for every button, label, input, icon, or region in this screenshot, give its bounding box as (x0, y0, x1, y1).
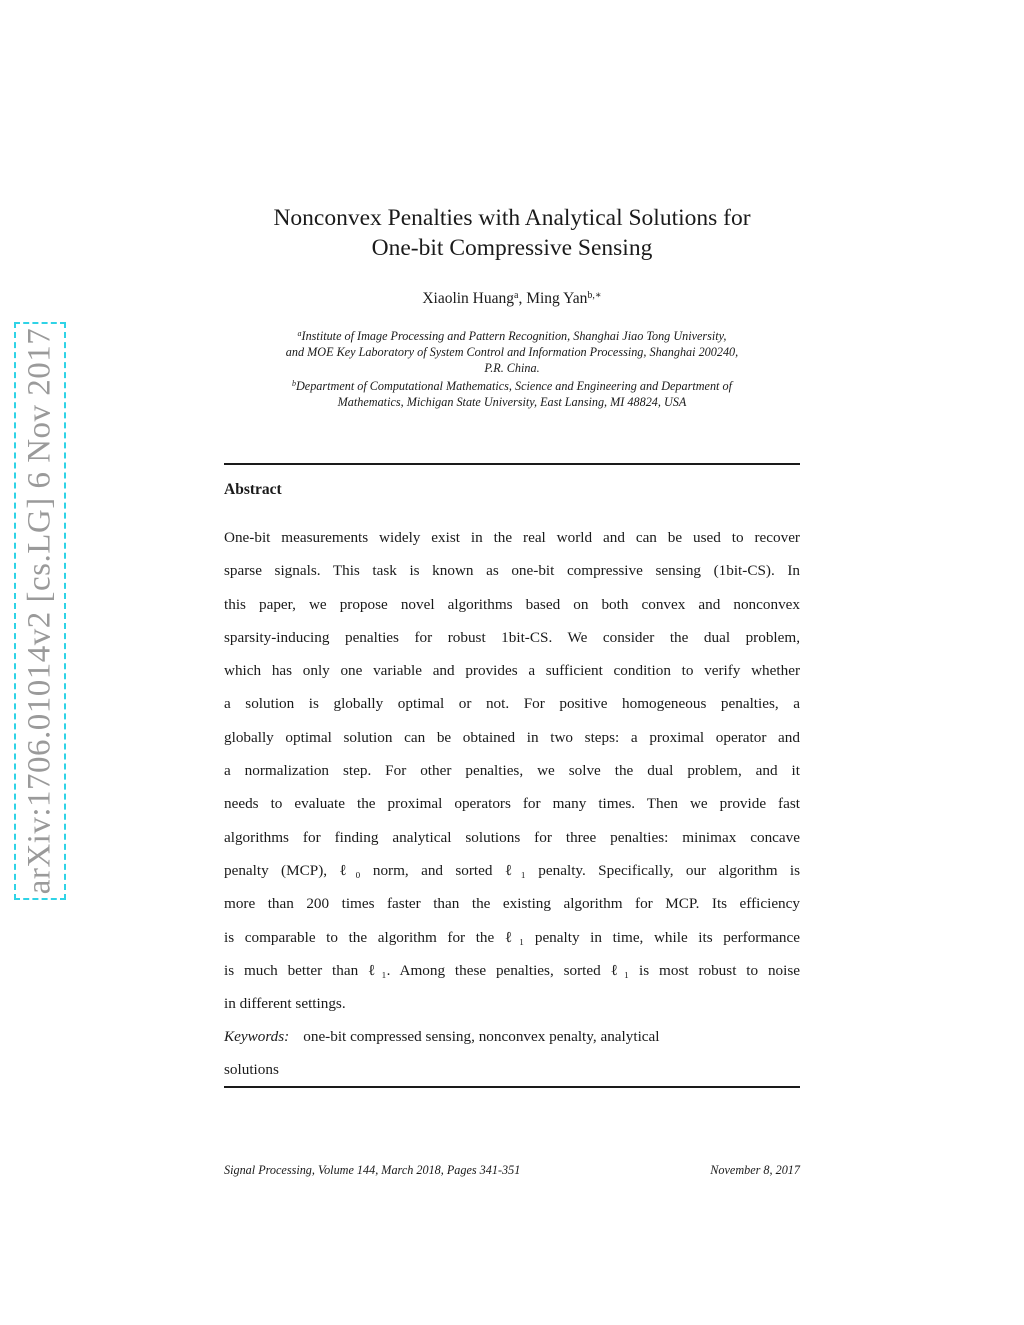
top-rule (224, 463, 800, 465)
abstract-line: a solution is globally optimal or not. For positive homogeneous penalties, a (224, 695, 800, 713)
affiliation-b-line: Mathematics, Michigan State University, East Lansing, MI 48824, USA (337, 395, 687, 409)
abstract-body (224, 521, 800, 1020)
abstract-line: penalty (MCP), ℓ₀ norm, and sorted ℓ₁ penalty. Specifically, our algorithm is (224, 861, 800, 879)
keywords-line (224, 1020, 800, 1053)
journal-reference: Signal Processing, Volume 144, March 2018, Pages 341-351 (224, 1163, 521, 1177)
author-affiliation-mark: a (514, 290, 519, 301)
author-name: Xiaolin Huang (422, 290, 515, 307)
abstract-heading: Abstract (224, 481, 282, 498)
abstract-line: globally optimal solution can be obtained in two steps: a proximal operator and (224, 728, 800, 746)
affiliation-a-line: and MOE Key Laboratory of System Control and Information Processing, Shanghai 200240, (285, 345, 739, 359)
author-name: Ming Yan (526, 290, 588, 307)
abstract-line: more than 200 times faster than the existing algorithm for MCP. Its efficiency (224, 895, 800, 913)
abstract-line: One-bit measurements widely exist in the real world and can be used to recover (224, 529, 800, 546)
author-affiliation-mark: b,∗ (587, 290, 602, 301)
title-line-1: Nonconvex Penalties with Analytical Solutions for (273, 205, 751, 231)
keywords-line: solutions (224, 1061, 279, 1079)
affiliation-a-line (224, 326, 800, 344)
abstract-line: this paper, we propose novel algorithms based on both convex and nonconvex (224, 595, 800, 613)
abstract-line: sparsity-inducing penalties for robust 1bit-CS. We consider the dual problem, (224, 628, 800, 646)
abstract-line: a normalization step. For other penalties, we solve the dual problem, and it (224, 762, 800, 780)
abstract-line: in different settings. (224, 995, 346, 1013)
affiliation-a-line: P.R. China. (484, 361, 540, 375)
affiliations (224, 326, 800, 410)
preprint-date: November 8, 2017 (710, 1163, 800, 1177)
keywords-text: one-bit compressed sensing, nonconvex penalty, analytical (303, 1028, 660, 1045)
affiliation-text: Department of Computational Mathematics, Science and Engineering and Department of (296, 379, 732, 393)
affiliation-text: Institute of Image Processing and Pattern Recognition, Shanghai Jiao Tong University, (301, 329, 727, 343)
title-line-2: One-bit Compressive Sensing (371, 235, 653, 261)
keywords (224, 1020, 800, 1087)
abstract-line: sparse signals. This task is known as one-bit compressive sensing (1bit-CS). In (224, 562, 800, 580)
paper-title (224, 203, 800, 263)
affiliation-mark: a (297, 329, 302, 338)
abstract-line: which has only one variable and provides a sufficient condition to verify whether (224, 662, 800, 680)
abstract-line: needs to evaluate the proximal operators for many times. Then we provide fast (224, 795, 800, 813)
abstract-line: is much better than ℓ₁. Among these penalties, sorted ℓ₁ is most robust to noise (224, 961, 800, 979)
author-list (224, 290, 800, 308)
abstract-line: is comparable to the algorithm for the ℓ₁ penalty in time, while its performance (224, 928, 800, 946)
affiliation-mark: b (292, 379, 296, 388)
bottom-rule (224, 1086, 800, 1088)
author-separator: , (518, 290, 527, 307)
keywords-label: Keywords: (224, 1028, 290, 1045)
arxiv-identifier: arXiv:1706.01014v2 [cs.LG] 6 Nov 2017 (21, 327, 58, 895)
arxiv-stamp (14, 322, 66, 900)
abstract-line: algorithms for finding analytical solutions for three penalties: minimax concave (224, 828, 800, 846)
affiliation-b-line (224, 376, 800, 394)
